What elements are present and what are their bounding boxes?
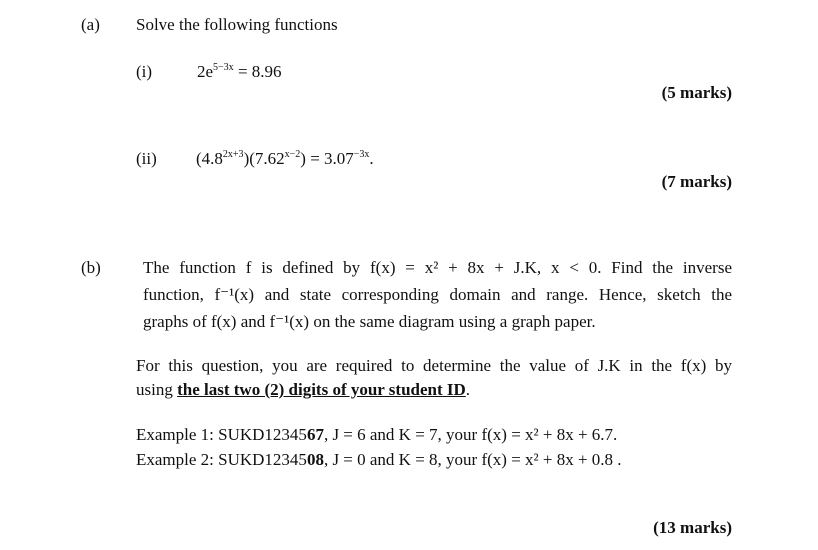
eq-ii-end: . <box>369 149 374 168</box>
instruction-suffix: . <box>465 380 471 399</box>
eq-i-coefficient: 2e <box>197 62 214 81</box>
part-b-marks: (13 marks) <box>653 518 732 537</box>
eq-ii-term1: (4.8 <box>196 149 223 168</box>
question-ii-marks: (7 marks) <box>661 172 732 191</box>
part-b-paragraph-2 <box>136 354 732 402</box>
eq-ii-exp1: 2x+3 <box>222 149 244 160</box>
question-ii-label: (ii) <box>136 149 157 168</box>
part-b-line-2: function, f⁻¹(x) and state corresponding domain and range. Hence, sketch the <box>143 285 732 304</box>
question-i-label: (i) <box>136 62 153 81</box>
part-b-instruction-line-2 <box>136 378 732 402</box>
part-a-instruction: Solve the following functions <box>136 15 338 34</box>
eq-ii-rhs: ) = 3.07 <box>300 149 354 168</box>
part-b-instruction-line-1: For this question, you are required to determine the value of J.K in the f(x) by <box>136 356 732 375</box>
part-b-line-1: The function f is defined by f(x) = x² + 8x + J.K, x < 0. Find the inverse <box>143 258 732 277</box>
question-i-marks: (5 marks) <box>661 83 732 102</box>
part-a-label: (a) <box>81 15 100 34</box>
example-1-rest: , J = 6 and K = 7, your f(x) = x² + 8x + 6.7. <box>323 425 618 444</box>
question-ii-equation <box>196 149 374 169</box>
eq-ii-exp3: −3x <box>353 149 370 160</box>
example-1-digits: 67 <box>306 425 324 444</box>
eq-i-rhs: = 8.96 <box>233 62 282 81</box>
part-b-line-3: graphs of f(x) and f⁻¹(x) on the same diagram using a graph paper. <box>143 312 596 331</box>
instruction-prefix: using <box>136 380 178 399</box>
example-2-digits: 08 <box>306 450 324 469</box>
example-1-prefix: Example 1: SUKD12345 <box>136 425 307 444</box>
instruction-emphasis: the last two (2) digits of your student ID <box>177 380 466 399</box>
example-1 <box>136 424 617 446</box>
eq-i-exponent: 5−3x <box>213 62 234 73</box>
part-b-label: (b) <box>81 258 101 277</box>
example-2-prefix: Example 2: SUKD12345 <box>136 450 307 469</box>
example-2-rest: , J = 0 and K = 8, your f(x) = x² + 8x + 0.8 . <box>323 450 622 469</box>
question-i-equation <box>197 62 282 82</box>
part-b-paragraph-1 <box>143 254 732 335</box>
eq-ii-exp2: x−2 <box>284 149 301 160</box>
eq-ii-term2: )(7.62 <box>243 149 285 168</box>
example-2 <box>136 449 622 471</box>
